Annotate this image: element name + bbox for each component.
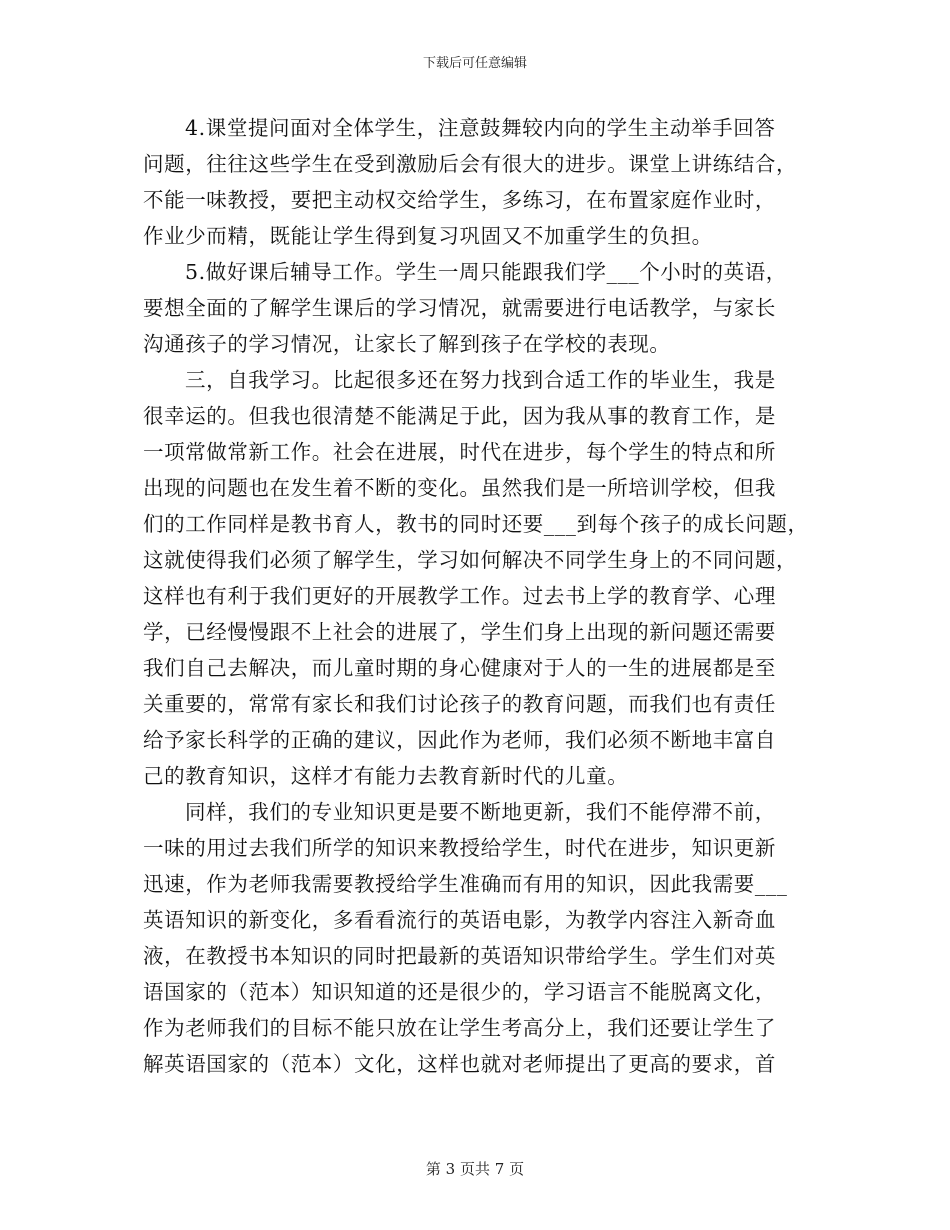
paragraph-line: 沟通孩子的学习情况，让家长了解到孩子在学校的表现。 (143, 332, 671, 356)
paragraph-line: 一味的用过去我们所学的知识来教授给学生，时代在进步，知识更新 (143, 836, 776, 860)
paragraph-line: 们的工作同样是教书育人，教书的同时还要___到每个孩子的成长问题， (143, 512, 809, 536)
paragraph-line: 己的教育知识，这样才有能力去教育新时代的儿童。 (143, 764, 629, 788)
paragraph-line: 4.课堂提问面对全体学生，注意鼓舞较内向的学生主动举手回答 (185, 116, 776, 140)
paragraph-line: 三，自我学习。比起很多还在努力找到合适工作的毕业生，我是 (185, 368, 776, 392)
paragraph-line: 作业少而精，既能让学生得到复习巩固又不加重学生的负担。 (143, 224, 713, 248)
paragraph-line: 要想全面的了解学生课后的学习情况，就需要进行电话教学，与家长 (143, 296, 776, 320)
paragraph-line: 这就使得我们必须了解学生，学习如何解决不同学生身上的不同问题， (143, 548, 798, 572)
paragraph-line: 关重要的，常常有家长和我们讨论孩子的教育问题，而我们也有责任 (143, 692, 776, 716)
paragraph-line: 5.做好课后辅导工作。学生一周只能跟我们学___个小时的英语， (185, 260, 787, 284)
paragraph-line: 很幸运的。但我也很清楚不能满足于此，因为我从事的教育工作，是 (143, 404, 776, 428)
page-footer: 第 3 页共 7 页 (425, 1160, 525, 1178)
paragraph-line: 我们自己去解决，而儿童时期的身心健康对于人的一生的进展都是至 (143, 656, 776, 680)
paragraph-line: 这样也有利于我们更好的开展教学工作。过去书上学的教育学、心理 (143, 584, 776, 608)
paragraph-line: 解英语国家的（范本）文化，这样也就对老师提出了更高的要求，首 (143, 1052, 776, 1076)
paragraph-line: 英语知识的新变化，多看看流行的英语电影，为教学内容注入新奇血 (143, 908, 776, 932)
paragraph-line: 出现的问题也在发生着不断的变化。虽然我们是一所培训学校，但我 (143, 476, 776, 500)
paragraph-line: 不能一味教授，要把主动权交给学生，多练习，在布置家庭作业时， (143, 188, 776, 212)
paragraph-line: 语国家的（范本）知识知道的还是很少的，学习语言不能脱离文化， (143, 980, 776, 1004)
body-text (143, 110, 809, 1082)
paragraph-line: 一项常做常新工作。社会在进展，时代在进步，每个学生的特点和所 (143, 440, 776, 464)
paragraph-line: 迅速，作为老师我需要教授给学生准确而有用的知识，因此我需要___ (143, 872, 788, 896)
paragraph-line: 液，在教授书本知识的同时把最新的英语知识带给学生。学生们对英 (143, 944, 776, 968)
paragraph-line: 同样，我们的专业知识更是要不断地更新，我们不能停滞不前， (185, 800, 776, 824)
paragraph-line: 作为老师我们的目标不能只放在让学生考高分上，我们还要让学生了 (143, 1016, 776, 1040)
paragraph-line: 问题，往往这些学生在受到激励后会有很大的进步。课堂上讲练结合， (143, 152, 798, 176)
paragraph-line: 学，已经慢慢跟不上社会的进展了，学生们身上出现的新问题还需要 (143, 620, 776, 644)
paragraph-line: 给予家长科学的正确的建议，因此作为老师，我们必须不断地丰富自 (143, 728, 776, 752)
page-header: 下载后可任意编辑 (422, 56, 527, 71)
